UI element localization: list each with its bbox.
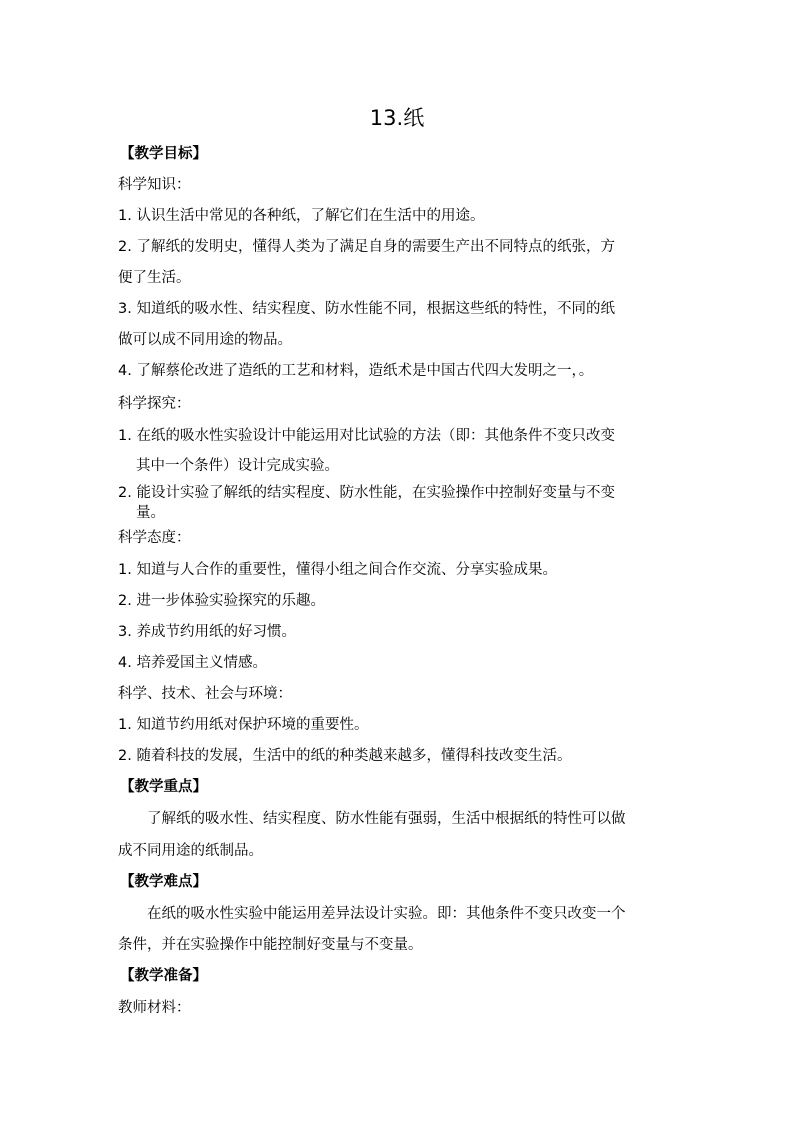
attitude-label: 科学态度： <box>118 530 191 546</box>
teacher-materials-label: 教师材料： <box>118 1000 191 1016</box>
sts-item: 1. 知道节约用纸对保护环境的重要性。 <box>118 717 369 733</box>
knowledge-item: 4. 了解蔡伦改进了造纸的工艺和材料，造纸术是中国古代四大发明之一，。 <box>118 363 594 379</box>
sts-label: 科学、技术、社会与环境： <box>118 686 292 702</box>
inquiry-item: 量。 <box>136 505 165 521</box>
page-title: 13.纸 <box>369 106 425 130</box>
sts-item: 2. 随着科技的发展，生活中的纸的种类越来越多，懂得科技改变生活。 <box>118 748 572 764</box>
attitude-item: 2. 进一步体验实验探究的乐趣。 <box>118 593 325 609</box>
difficulties-line: 在纸的吸水性实验中能运用差异法设计实验。即：其他条件不变只改变一个 <box>118 906 626 922</box>
difficulties-heading: 【教学难点】 <box>120 874 207 890</box>
knowledge-label: 科学知识： <box>118 177 191 193</box>
inquiry-item: 2. 能设计实验了解纸的结实程度、防水性能，在实验操作中控制好变量与不变 <box>118 485 615 501</box>
key-points-line: 成不同用途的纸制品。 <box>118 843 263 859</box>
attitude-item: 1. 知道与人合作的重要性，懂得小组之间合作交流、分享实验成果。 <box>118 562 557 578</box>
knowledge-item: 便了生活。 <box>118 270 191 286</box>
key-points-line: 了解纸的吸水性、结实程度、防水性能有强弱，生活中根据纸的特性可以做 <box>118 811 626 827</box>
attitude-item: 4. 培养爱国主义情感。 <box>118 655 267 671</box>
knowledge-item: 1. 认识生活中常见的各种纸，了解它们在生活中的用途。 <box>118 208 485 224</box>
knowledge-item: 做可以成不同用途的物品。 <box>118 332 292 348</box>
key-points-heading: 【教学重点】 <box>120 779 207 795</box>
inquiry-item: 其中一个条件）设计完成实验。 <box>136 458 339 474</box>
knowledge-item: 2. 了解纸的发明史，懂得人类为了满足自身的需要生产出不同特点的纸张，方 <box>118 239 615 255</box>
inquiry-label: 科学探究： <box>118 396 191 412</box>
difficulties-line: 条件，并在实验操作中能控制好变量与不变量。 <box>118 937 423 953</box>
inquiry-item: 1. 在纸的吸水性实验设计中能运用对比试验的方法（即：其他条件不变只改变 <box>118 428 615 444</box>
knowledge-item: 3. 知道纸的吸水性、结实程度、防水性能不同，根据这些纸的特性，不同的纸 <box>118 301 615 317</box>
attitude-item: 3. 养成节约用纸的好习惯。 <box>118 624 296 640</box>
goals-heading: 【教学目标】 <box>120 146 207 162</box>
preparation-heading: 【教学准备】 <box>120 968 207 984</box>
